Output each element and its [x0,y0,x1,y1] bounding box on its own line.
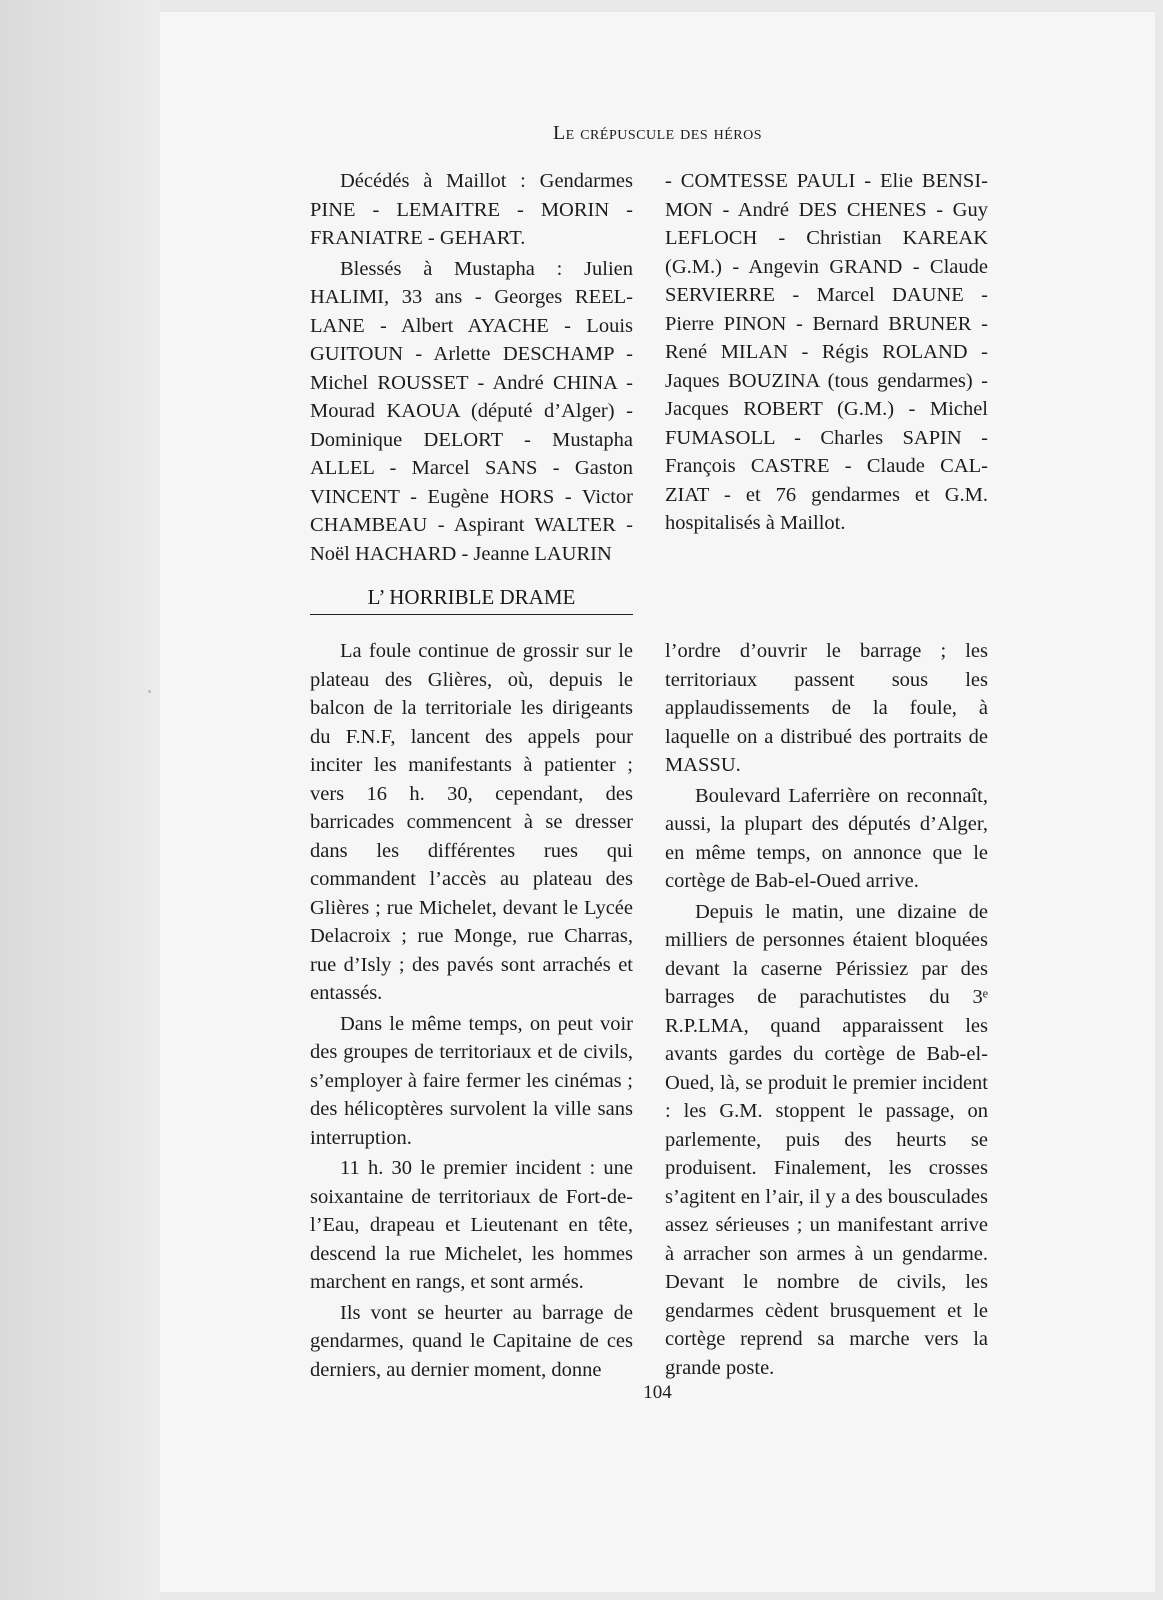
top-left-column [310,167,633,568]
paragraph: Décédés à Maillot : Gendarmes PINE - LEMAITRE - MORIN - FRANIATRE - GEHART. [310,170,633,249]
main-left-column [310,637,633,1384]
paragraph: - COMTESSE PAULI - Elie BENSI-MON - André DES CHENES - Guy LEFLOCH - Christian KAREAK (G.M.) - Angevin GRAND - Claude SERVIERRE - Marcel DAUNE - Pierre PINON - Bernard BRUNER - René MILAN - Régis ROLAND - Jaques BOUZINA (tous gendarmes) - Jacques ROBERT (G.M.) - Michel FUMASOLL - Charles SAPIN - François CASTRE - Claude CAL-ZIAT - et 76 gendarmes et G.M. hospitalisés à Maillot. [665,170,988,534]
scan-margin-shadow [0,0,160,1600]
paragraph: La foule continue de grossir sur le plateau des Glières, où, depuis le balcon de la territoriale les dirigeants du F.N.F, lancent des appels pour inciter les manifestants à patienter ; vers 16 h. 30, cependant, des barricades commencent à se dresser dans les différentes rues qui commandent l’accès au plateau des Glières ; rue Michelet, devant le Lycée Delacroix ; rue Monge, rue Charras, rue d’Isly ; des pavés sont arrachés et entassés. [310,640,633,1004]
paragraph: l’ordre d’ouvrir le barrage ; les territoriaux passent sous les applaudissements de la foule, à laquelle on a distribué des portraits de MASSU. [665,640,988,776]
page-number: 104 [643,1382,672,1403]
running-title: Le crépuscule des héros [552,122,763,144]
section-heading: L’ HORRIBLE DRAME [310,584,633,615]
top-right-column [665,167,988,538]
paragraph: Dans le même temps, on peut voir des groupes de territoriaux et de civils, s’employer à faire fermer les cinémas ; des hélicoptères survolent la ville sans interruption. [310,1012,633,1149]
paragraph: 11 h. 30 le premier incident : une soixantaine de territoriaux de Fort-de-l’Eau, drapeau et Lieutenant en tête, descend la rue Michelet, les hommes marchent en rangs, et sont armés. [310,1157,633,1293]
scan-speck [148,690,151,693]
main-right-column [665,637,988,1382]
book-page [160,12,1155,1592]
paragraph: Blessés à Mustapha : Julien HALIMI, 33 ans - Georges REEL-LANE - Albert AYACHE - Louis GUITOUN - Arlette DESCHAMP - Michel ROUSSET - André CHINA - Mourad KAOUA (député d’Alger) - Dominique DELORT - Mustapha ALLEL - Marcel SANS - Gaston VINCENT - Eugène HORS - Victor CHAMBEAU - Aspirant WALTER - Noël HACHARD - Jeanne LAURIN [310,257,633,565]
paragraph: Boulevard Laferrière on reconnaît, aussi, la plupart des députés d’Alger, en même temps, on annonce que le cortège de Bab-el-Oued arrive. [665,784,988,892]
paragraph: Depuis le matin, une dizaine de milliers de personnes étaient bloquées devant la caserne Périssiez par des barrages de parachutistes du 3ᵉ R.P.LMA, quand apparaissent les avants gardes du cortège de Bab-el-Oued, là, se produit le premier incident : les G.M. stoppent le passage, on parlemente, puis des heurts se produisent. Finalement, les crosses s’agitent en l’air, il y a des bousculades assez sérieuses ; un manifestant arrive à arracher son armes à un gendarme. Devant le nombre de civils, les gendarmes cèdent brusquement et le cortège reprend sa marche vers la grande poste. [665,900,988,1379]
paragraph: Ils vont se heurter au barrage de gendarmes, quand le Capitaine de ces derniers, au dernier moment, donne [310,1301,633,1381]
